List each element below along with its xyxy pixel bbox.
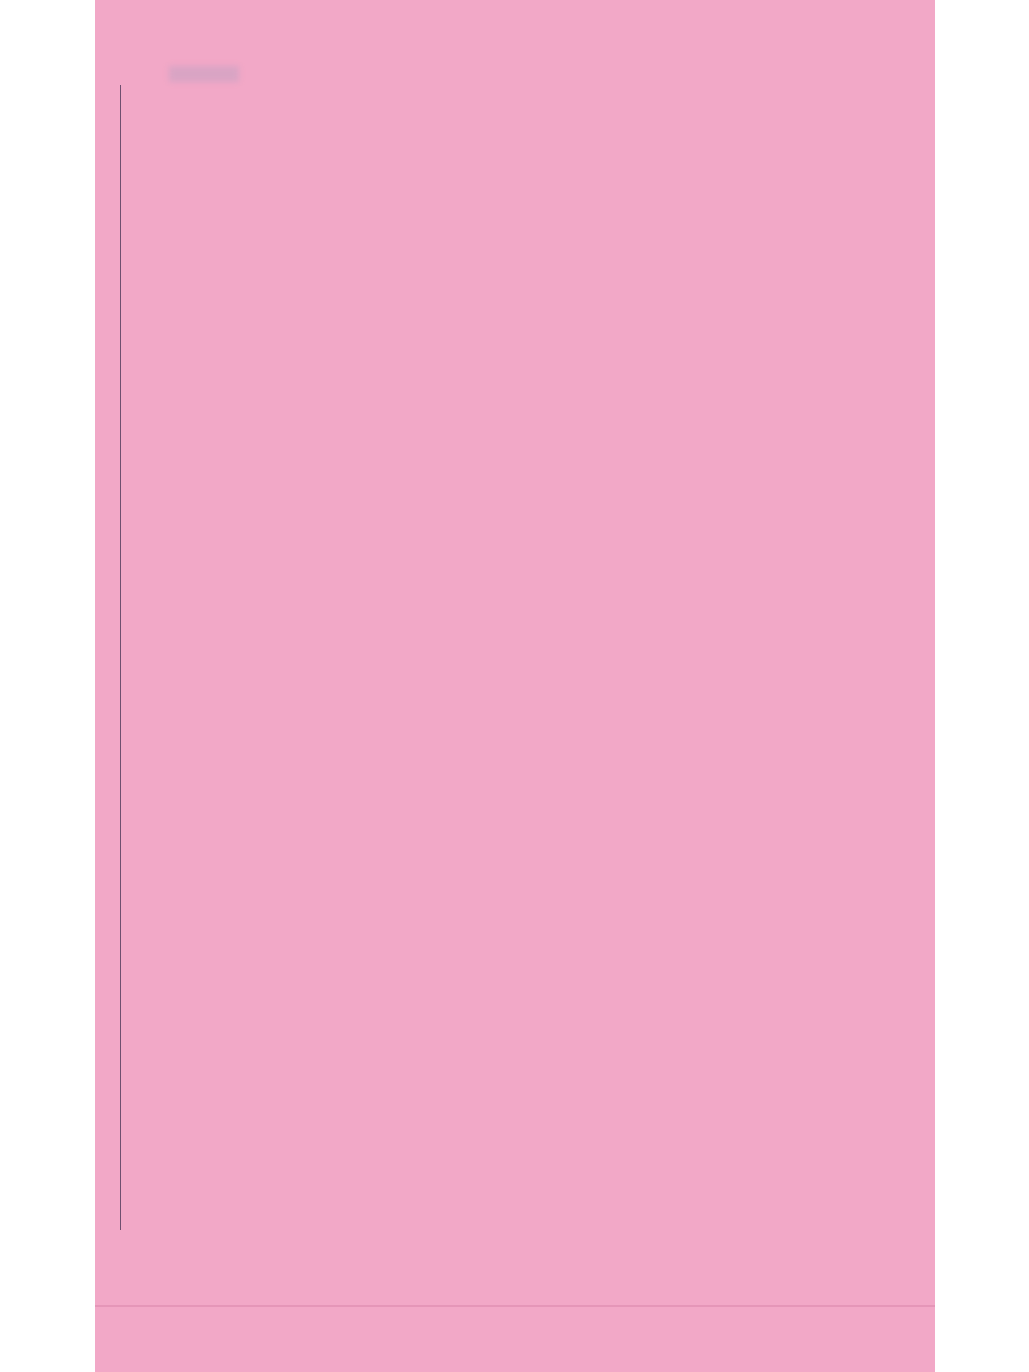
name-row (165, 64, 243, 82)
redacted-name (169, 66, 239, 82)
paper-fold (95, 1305, 935, 1307)
exam-table (120, 85, 935, 1230)
form-paper (95, 0, 935, 1372)
